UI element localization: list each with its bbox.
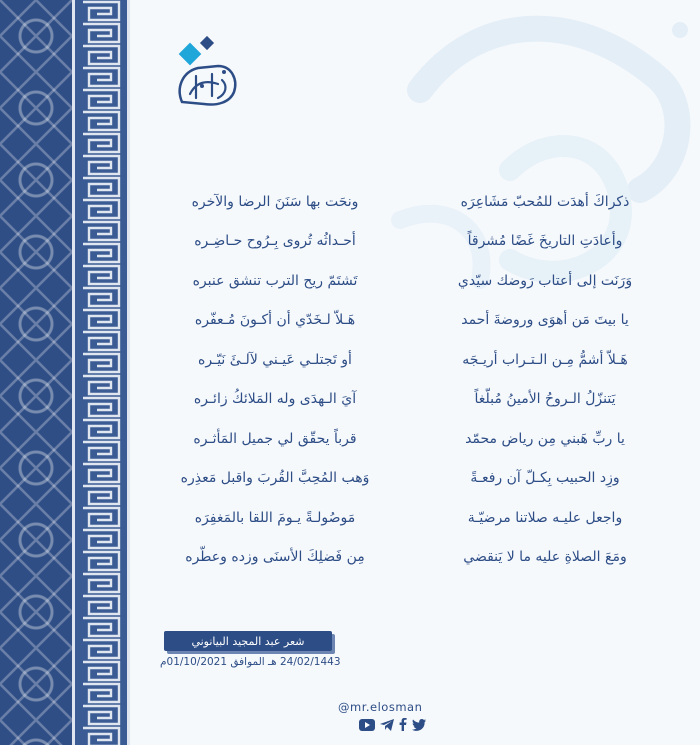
verse-line — [160, 222, 660, 262]
verse-line — [160, 538, 660, 578]
verse-second-hemistich: مَوصُولـةً يـومَ اللقا بالمَغفِرَه — [194, 509, 356, 526]
verse-first-hemistich: ذكراكَ أهدَت للمُحبّ مَشَاعِرَه — [460, 193, 630, 210]
verse-line — [160, 459, 660, 499]
verse-line — [160, 340, 660, 380]
date-line: 24/02/1443 هـ الموافق 01/10/2021م — [160, 656, 341, 668]
verse-second-hemistich: أحـداثُه تُروى بِـرُوح حـاضِـره — [194, 233, 356, 250]
youtube-icon[interactable] — [359, 716, 375, 735]
verse-second-hemistich: آيَ الـهدَى وله المَلائكُ زائـره — [193, 391, 357, 408]
social-icons — [359, 716, 426, 735]
verse-second-hemistich: مِن فَضلِكَ الأسنَى وزده وعطّره — [185, 549, 365, 566]
verse-first-hemistich: يَتنزّلُ الـروحُ الأمينُ مُبلّغاً — [474, 391, 616, 408]
verse-second-hemistich: هَـلاّ لـخَدّي أن أكـونَ مُـعفّره — [194, 312, 356, 329]
poem — [160, 182, 660, 577]
facebook-icon[interactable] — [399, 716, 407, 735]
logo — [172, 36, 242, 108]
verse-line — [160, 182, 660, 222]
verse-second-hemistich: تَشتَمّ ريح الترب تنشق عنبره — [192, 272, 358, 289]
account-handle[interactable]: @mr.elosman — [338, 700, 423, 714]
verse-line — [160, 380, 660, 420]
verse-first-hemistich: واجعل عليـه صلاتنا مرضيّـة — [467, 509, 623, 526]
verse-line — [160, 419, 660, 459]
decorative-border-strip — [72, 0, 130, 745]
poet-badge: شعر عبد المجيد البيانوني — [164, 631, 332, 651]
verse-line — [160, 498, 660, 538]
verse-line — [160, 301, 660, 341]
verse-second-hemistich: أو تَجتلـي عَيـني لآلـئَ نَيّـره — [198, 351, 352, 368]
verse-first-hemistich: وأعادَتِ التاريخَ غَضًا مُشرقاً — [467, 233, 623, 250]
verse-line — [160, 261, 660, 301]
left-pattern-panel — [0, 0, 72, 745]
verse-first-hemistich: ومَعَ الصلاةِ عليه ما لا يَنقضي — [463, 549, 627, 566]
verse-first-hemistich: يا ربِّ هَبني مِن رياض محمّد — [465, 430, 625, 447]
verse-second-hemistich: قرباً يحقّق لي جميل المَأثـره — [193, 430, 357, 447]
verse-second-hemistich: ونحَت بها سَنَنَ الرضا والآخره — [191, 193, 359, 210]
telegram-icon[interactable] — [380, 716, 394, 735]
verse-first-hemistich: هَـلاّ أشمُّ مِـن الـتـراب أريـجَه — [462, 351, 628, 368]
verse-first-hemistich: وَرَنَت إلى أعتاب رَوضك سيّدي — [457, 272, 633, 289]
verse-first-hemistich: يا بيتَ مَن أهوَى وروضةَ أحمد — [461, 312, 629, 329]
verse-second-hemistich: وَهب المُحِبَّ القُربَ واقبل مَعذِره — [180, 470, 370, 487]
verse-first-hemistich: وزِد الحبيب بِكـلّ آن رفعـةً — [470, 470, 620, 487]
twitter-icon[interactable] — [412, 716, 426, 735]
